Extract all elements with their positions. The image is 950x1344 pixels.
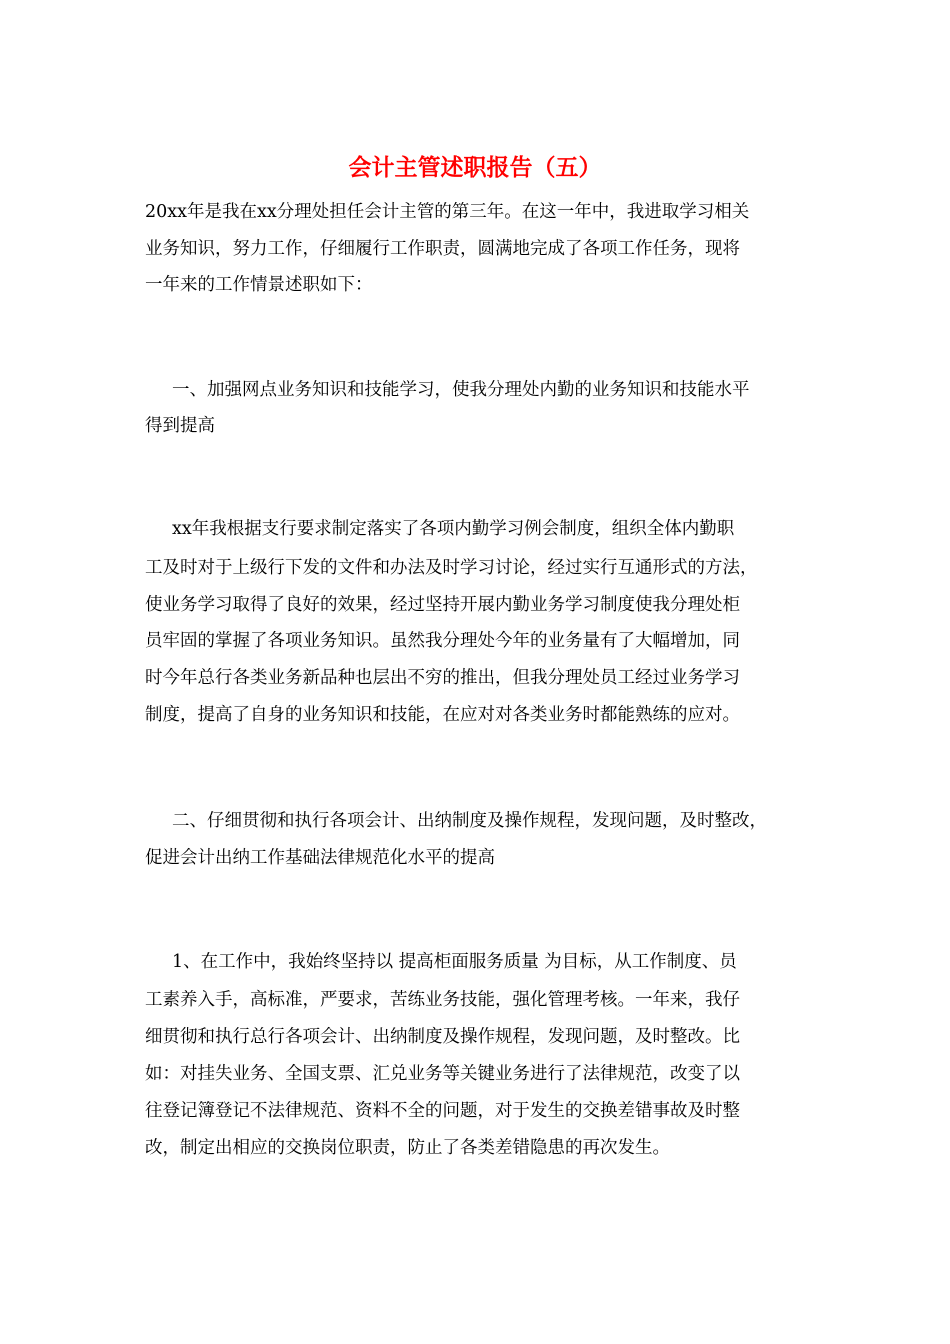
paragraph-line: xx年我根据支行要求制定落实了各项内勤学习例会制度，组织全体内勤职 <box>172 519 735 539</box>
paragraph-line: 20xx年是我在xx分理处担任会计主管的第三年。在这一年中，我进取学习相关 <box>145 202 750 222</box>
paragraph-line: 制度，提高了自身的业务知识和技能，在应对对各类业务时都能熟练的应对。 <box>145 705 740 725</box>
paragraph-line: 工及时对于上级行下发的文件和办法及时学习讨论，经过实行互通形式的方法， <box>145 558 758 578</box>
paragraph-line: 工素养入手，高标准，严要求，苦练业务技能，强化管理考核。一年来，我仔 <box>145 990 740 1010</box>
paragraph-line: 改，制定出相应的交换岗位职责，防止了各类差错隐患的再次发生。 <box>145 1138 670 1158</box>
paragraph-line: 往登记簿登记不法律规范、资料不全的问题，对于发生的交换差错事故及时整 <box>145 1101 740 1121</box>
paragraph-line: 业务知识，努力工作，仔细履行工作职责，圆满地完成了各项工作任务，现将 <box>145 239 740 259</box>
document-title: 会计主管述职报告（五） <box>348 154 602 181</box>
paragraph-line: 促进会计出纳工作基础法律规范化水平的提高 <box>145 848 495 868</box>
paragraph-line: 使业务学习取得了良好的效果，经过坚持开展内勤业务学习制度使我分理处柜 <box>145 595 740 615</box>
paragraph-line: 得到提高 <box>145 416 215 436</box>
paragraph-line: 细贯彻和执行总行各项会计、出纳制度及操作规程，发现问题，及时整改。比 <box>145 1027 740 1047</box>
paragraph-line: 时今年总行各类业务新品种也层出不穷的推出，但我分理处员工经过业务学习 <box>145 668 740 688</box>
paragraph-line: 一、加强网点业务知识和技能学习，使我分理处内勤的业务知识和技能水平 <box>172 380 750 400</box>
paragraph-line: 员牢固的掌握了各项业务知识。虽然我分理处今年的业务量有了大幅增加，同 <box>145 631 740 651</box>
paragraph-line: 1、在工作中，我始终坚持以 提高柜面服务质量 为目标，从工作制度、员 <box>172 952 737 972</box>
paragraph-line: 二、仔细贯彻和执行各项会计、出纳制度及操作规程，发现问题，及时整改， <box>172 811 767 831</box>
paragraph-line: 一年来的工作情景述职如下： <box>145 275 373 295</box>
paragraph-line: 如：对挂失业务、全国支票、汇兑业务等关键业务进行了法律规范，改变了以 <box>145 1064 740 1084</box>
